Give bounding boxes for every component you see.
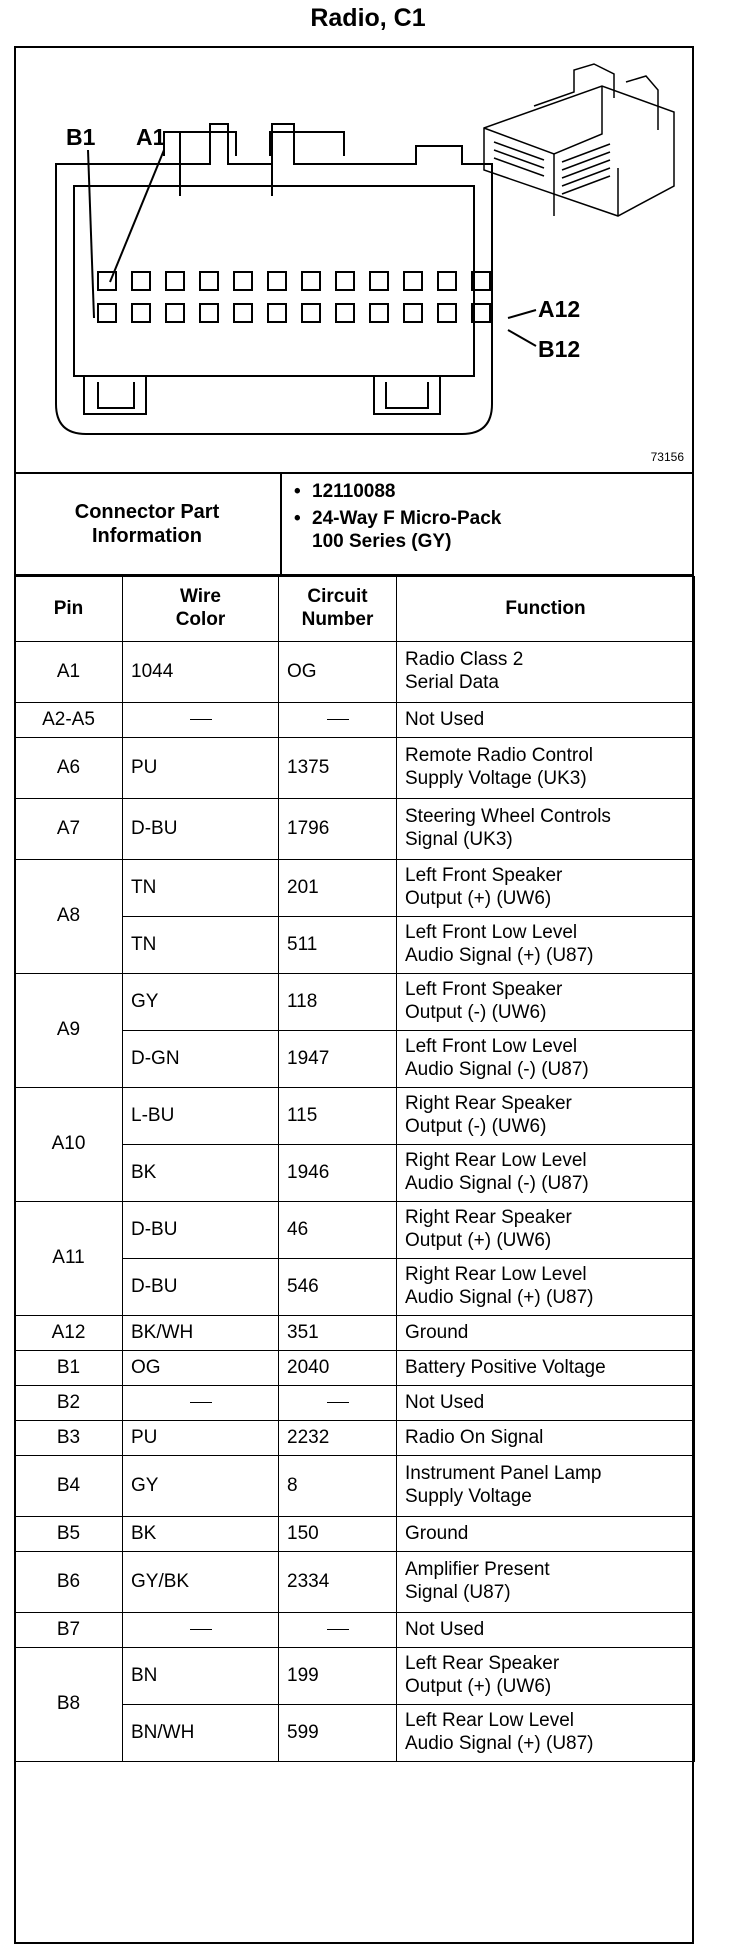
function-line1: Left Front Low Level <box>405 922 578 944</box>
wire-color-cell: PU <box>123 1421 279 1456</box>
pinout-table <box>14 576 695 1762</box>
connector-description <box>292 507 682 553</box>
connector-description-line2: 100 Series (GY) <box>312 531 452 553</box>
function-cell <box>397 1705 695 1762</box>
column-header-pin: Pin <box>15 577 123 642</box>
pin-cell: B7 <box>15 1613 123 1648</box>
function-line2: Output (+) (UW6) <box>405 1230 552 1251</box>
table-row <box>15 1456 695 1517</box>
function-line2: Audio Signal (+) (U87) <box>405 1733 594 1754</box>
dash-mark <box>327 1629 349 1630</box>
pin-label-a12: A12 <box>538 296 581 322</box>
table-row <box>15 1351 695 1386</box>
circuit-number-cell: 201 <box>279 860 397 917</box>
function-cell <box>397 917 695 974</box>
pin-cell: A10 <box>15 1088 123 1202</box>
function-line1: Ground <box>405 1321 469 1343</box>
table-row <box>15 1552 695 1613</box>
pin-cavities <box>98 272 490 322</box>
dash-mark <box>190 1402 212 1403</box>
circuit-number-cell <box>279 1613 397 1648</box>
function-line2: Serial Data <box>405 672 499 693</box>
column-header-circuit-line1: Circuit <box>307 586 368 608</box>
connector-info-details <box>292 480 682 558</box>
wire-color-cell: GY/BK <box>123 1552 279 1613</box>
part-number: • 12110088 <box>292 480 682 503</box>
wire-color-cell: BN/WH <box>123 1705 279 1762</box>
function-line2: Audio Signal (+) (U87) <box>405 1287 594 1308</box>
function-line1: Left Front Low Level <box>405 1036 578 1058</box>
pin-cell: A12 <box>15 1316 123 1351</box>
pin-label-b1: B1 <box>66 124 96 150</box>
circuit-number-cell: 351 <box>279 1316 397 1351</box>
pinout-table-body <box>15 642 695 1762</box>
wire-color-cell: D-GN <box>123 1031 279 1088</box>
function-line2: Output (-) (UW6) <box>405 1116 547 1137</box>
connector-part-info <box>14 474 694 576</box>
wire-color-cell: TN <box>123 860 279 917</box>
column-header-circuit-line2: Number <box>301 609 374 630</box>
wire-color-cell: L-BU <box>123 1088 279 1145</box>
table-row <box>15 799 695 860</box>
table-row <box>15 738 695 799</box>
dash-mark <box>190 1629 212 1630</box>
circuit-number-cell: 2334 <box>279 1552 397 1613</box>
circuit-number-cell: 546 <box>279 1259 397 1316</box>
wire-color-cell: D-BU <box>123 1259 279 1316</box>
pin-label-b12: B12 <box>538 336 581 362</box>
function-cell <box>397 1031 695 1088</box>
function-line2: Output (-) (UW6) <box>405 1002 547 1023</box>
function-line1: Battery Positive Voltage <box>405 1356 606 1378</box>
function-line1: Right Rear Low Level <box>405 1264 587 1286</box>
table-row <box>15 1613 695 1648</box>
connector-thumbnail <box>484 64 674 216</box>
wire-color-cell: BN <box>123 1648 279 1705</box>
page-title: Radio, C1 <box>310 4 426 32</box>
circuit-number-cell: 199 <box>279 1648 397 1705</box>
dash-mark <box>327 719 349 720</box>
connector-info-heading-line1: Connector Part <box>74 501 220 523</box>
function-line1: Radio Class 2 <box>405 649 524 671</box>
pin-cell: A8 <box>15 860 123 974</box>
function-cell <box>397 1202 695 1259</box>
circuit-number-cell: 150 <box>279 1517 397 1552</box>
function-cell <box>397 1613 695 1648</box>
function-line2: Output (+) (UW6) <box>405 1676 552 1697</box>
function-line1: Ground <box>405 1522 469 1544</box>
function-line2: Audio Signal (-) (U87) <box>405 1059 589 1080</box>
table-row <box>15 1517 695 1552</box>
pin-cell: B3 <box>15 1421 123 1456</box>
function-line2: Signal (U87) <box>405 1582 511 1603</box>
wire-color-cell: TN <box>123 917 279 974</box>
function-line1: Instrument Panel Lamp <box>405 1463 602 1485</box>
table-row <box>15 1088 695 1145</box>
table-row <box>15 1316 695 1351</box>
function-cell <box>397 1316 695 1351</box>
function-line1: Amplifier Present <box>405 1559 550 1581</box>
function-line1: Left Front Speaker <box>405 865 563 887</box>
function-line1: Right Rear Low Level <box>405 1150 587 1172</box>
column-header-wire-line1: Wire <box>179 586 221 608</box>
table-row <box>15 860 695 917</box>
function-line2: Supply Voltage <box>405 1486 532 1507</box>
circuit-number-cell: 115 <box>279 1088 397 1145</box>
wire-color-cell: GY <box>123 974 279 1031</box>
wire-color-cell: PU <box>123 738 279 799</box>
function-cell <box>397 1552 695 1613</box>
pin-cell: A6 <box>15 738 123 799</box>
connector-info-heading <box>14 474 282 574</box>
function-line1: Left Rear Low Level <box>405 1710 574 1732</box>
column-header-function: Function <box>397 577 695 642</box>
connector-description-line1: • 24-Way F Micro-Pack <box>312 508 502 530</box>
function-cell <box>397 1456 695 1517</box>
circuit-number-cell: 1947 <box>279 1031 397 1088</box>
wire-color-cell: BK/WH <box>123 1316 279 1351</box>
connector-diagram <box>14 46 694 474</box>
circuit-number-cell: 599 <box>279 1705 397 1762</box>
function-line2: Audio Signal (+) (U87) <box>405 945 594 966</box>
wire-color-cell: D-BU <box>123 1202 279 1259</box>
function-line2: Signal (UK3) <box>405 829 513 850</box>
circuit-number-cell: OG <box>279 642 397 703</box>
function-cell <box>397 703 695 738</box>
function-cell <box>397 642 695 703</box>
circuit-number-cell: 2040 <box>279 1351 397 1386</box>
column-header-wire-line2: Color <box>175 609 226 630</box>
function-cell <box>397 1648 695 1705</box>
function-cell <box>397 1386 695 1421</box>
pin-cell: B6 <box>15 1552 123 1613</box>
pin-cell: A11 <box>15 1202 123 1316</box>
table-row <box>15 1421 695 1456</box>
function-line1: Not Used <box>405 708 485 730</box>
pin-cell: B5 <box>15 1517 123 1552</box>
function-line1: Not Used <box>405 1618 485 1640</box>
circuit-number-cell: 511 <box>279 917 397 974</box>
function-line1: Remote Radio Control <box>405 745 593 767</box>
function-line2: Output (+) (UW6) <box>405 888 552 909</box>
function-line1: Left Front Speaker <box>405 979 563 1001</box>
wire-color-cell <box>123 703 279 738</box>
pin-cell: B2 <box>15 1386 123 1421</box>
wire-color-cell: 1044 <box>123 642 279 703</box>
pin-cell: A9 <box>15 974 123 1088</box>
pin-cell: B8 <box>15 1648 123 1762</box>
wire-color-cell: BK <box>123 1145 279 1202</box>
function-cell <box>397 974 695 1031</box>
wire-color-cell <box>123 1613 279 1648</box>
circuit-number-cell: 1946 <box>279 1145 397 1202</box>
wire-color-cell: OG <box>123 1351 279 1386</box>
pin-cell: B1 <box>15 1351 123 1386</box>
table-row <box>15 1202 695 1259</box>
wire-color-cell: BK <box>123 1517 279 1552</box>
function-line1: Right Rear Speaker <box>405 1207 572 1229</box>
pin-cell: B4 <box>15 1456 123 1517</box>
circuit-number-cell: 8 <box>279 1456 397 1517</box>
function-line1: Right Rear Speaker <box>405 1093 572 1115</box>
table-row <box>15 642 695 703</box>
dash-mark <box>327 1402 349 1403</box>
table-row <box>15 974 695 1031</box>
dash-mark <box>190 719 212 720</box>
function-line1: Not Used <box>405 1391 485 1413</box>
function-cell <box>397 1145 695 1202</box>
function-cell <box>397 860 695 917</box>
wire-color-cell: D-BU <box>123 799 279 860</box>
pin-label-a1: A1 <box>136 124 166 150</box>
function-cell <box>397 1351 695 1386</box>
circuit-number-cell <box>279 1386 397 1421</box>
function-cell <box>397 1259 695 1316</box>
function-cell <box>397 738 695 799</box>
circuit-number-cell: 1796 <box>279 799 397 860</box>
pin-cell: A2-A5 <box>15 703 123 738</box>
function-cell <box>397 799 695 860</box>
wire-color-cell: GY <box>123 1456 279 1517</box>
function-line2: Audio Signal (-) (U87) <box>405 1173 589 1194</box>
pin-cell: A1 <box>15 642 123 703</box>
figure-number: 73156 <box>650 450 684 464</box>
column-header-circuit-number <box>279 577 397 642</box>
pin-cell: A7 <box>15 799 123 860</box>
function-cell <box>397 1088 695 1145</box>
column-header-wire-color <box>123 577 279 642</box>
function-cell <box>397 1517 695 1552</box>
connector-info-heading-line2: Information <box>92 525 202 547</box>
wire-color-cell <box>123 1386 279 1421</box>
connector-drawing <box>14 46 694 474</box>
function-line2: Supply Voltage (UK3) <box>405 768 587 789</box>
circuit-number-cell: 118 <box>279 974 397 1031</box>
table-row <box>15 1648 695 1705</box>
circuit-number-cell: 1375 <box>279 738 397 799</box>
table-row <box>15 1386 695 1421</box>
circuit-number-cell: 2232 <box>279 1421 397 1456</box>
table-header-row <box>15 577 695 642</box>
function-line1: Radio On Signal <box>405 1426 544 1448</box>
table-row <box>15 703 695 738</box>
function-cell <box>397 1421 695 1456</box>
function-line1: Steering Wheel Controls <box>405 806 611 828</box>
function-line1: Left Rear Speaker <box>405 1653 560 1675</box>
circuit-number-cell: 46 <box>279 1202 397 1259</box>
circuit-number-cell <box>279 703 397 738</box>
